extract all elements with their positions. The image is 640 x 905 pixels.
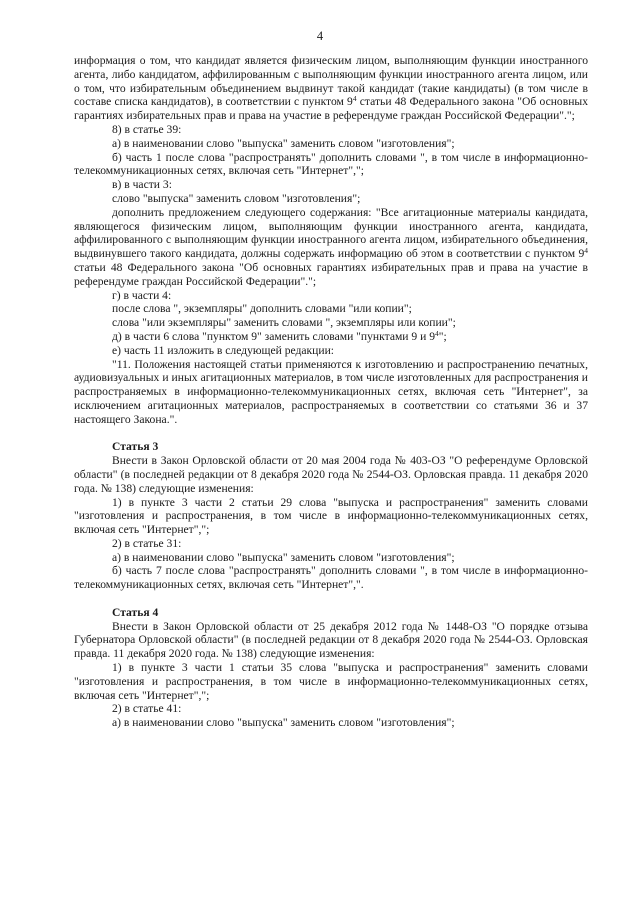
paragraph: слова "или экземпляры" заменить словами ", экземпляры или копии"; xyxy=(112,316,456,330)
paragraph: в) в части 3: xyxy=(112,178,172,192)
article-heading: Статья 3 xyxy=(112,440,159,454)
paragraph: 1) в пункте 3 части 2 статьи 29 слова "выпуска и распространения" заменить словами "изготовления и распространения, в том числе в информационно-телекоммуникационных сетях, включая сеть "Интернет","; xyxy=(74,495,588,537)
paragraph: дополнить предложением следующего содержания: "Все агитационные материалы кандидата, являющегося физическим лицом, выполняющим функции иностранного агента, кандидата, аффилированного с выполняющим функции иностранного агента лицом, избирательного объединения, выдвинувшего такого кандидата, должны содержать информацию об этом в соответствии с пунктом $9^4$ статьи 48 Федерального закона "Об основных гарантиях избирательных прав и права на участие в референдуме граждан Российской Федерации"."; xyxy=(74,205,588,288)
paragraph: слово "выпуска" заменить словом "изготовления"; xyxy=(112,191,361,205)
paragraph: г) в части 4: xyxy=(112,288,172,302)
page-number: 4 xyxy=(316,29,324,43)
paragraph: а) в наименовании слово "выпуска" заменить словом "изготовления"; xyxy=(112,136,455,150)
paragraph: д) в части 6 слова "пунктом 9" заменить словами "пунктами 9 и $9^4$"; xyxy=(112,328,447,343)
paragraph: а) в наименовании слово "выпуска" заменить словом "изготовления"; xyxy=(112,716,455,730)
paragraph: 2) в статье 31: xyxy=(112,536,182,550)
paragraph: после слова ", экземпляры" дополнить словами "или копии"; xyxy=(112,302,412,316)
paragraph: 1) в пункте 3 части 1 статьи 35 слова "выпуска и распространения" заменить словами "изготовления и распространения, в том числе в информационно-телекоммуникационных сетях, включая сеть "Интернет","; xyxy=(74,661,588,702)
paragraph: е) часть 11 изложить в следующей редакции: xyxy=(112,343,335,357)
paragraph: а) в наименовании слово "выпуска" заменить словом "изготовления"; xyxy=(112,550,455,564)
paragraph: Внести в Закон Орловской области от 25 декабря 2012 года № 1448-ОЗ "О порядке отзыва Губернатора Орловской области" (в последней редакции от 8 декабря 2020 года № 2544-ОЗ. Орловская правда. 11 декабря 2020 года. № 138) следующие изменения: xyxy=(74,619,588,661)
document-body xyxy=(74,54,588,730)
paragraph: б) часть 1 после слова "распространять" дополнить словами ", в том числе в информационно-телекоммуникационных сетях, включая сеть "Интернет","; xyxy=(74,150,588,178)
article-heading: Статья 4 xyxy=(112,605,159,619)
paragraph: 2) в статье 41: xyxy=(112,702,182,716)
paragraph-gap xyxy=(74,427,588,441)
paragraph: "11. Положения настоящей статьи применяются к изготовлению и распространению печатных, аудиовизуальных и иных агитационных материалов, в том числе изготовленных для распространения и распространяемых в информационно-телекоммуникационных сетях, включая сеть "Интернет", за исключением агитационных материалов, распространяемых в соответствии со статьями 36 и 37 настоящего Закона.". xyxy=(74,357,588,426)
paragraph: информация о том, что кандидат является физическим лицом, выполняющим функции иностранного агента, либо кандидатом, аффилированным с выполняющим функции иностранного агента лицом, или о том, что избирательным объединением выдвинут такой кандидат (такие кандидаты) (в том числе в составе списка кандидатов), в соответствии с пунктом $9^4$ статьи 48 Федерального закона "Об основных гарантиях избирательных прав и права на участие в референдуме граждан Российской Федерации"."; xyxy=(74,54,588,123)
paragraph: Внести в Закон Орловской области от 20 мая 2004 года № 403-ОЗ "О референдуме Орловской области" (в последней редакции от 8 декабря 2020 года № 2544-ОЗ. Орловская правда. 11 декабря 2020 года. № 138) следующие изменения: xyxy=(74,454,588,495)
paragraph: 8) в статье 39: xyxy=(112,122,182,136)
paragraph: б) часть 7 после слова "распространять" дополнить словами ", в том числе в информационно-телекоммуникационных сетях, включая сеть "Интернет",". xyxy=(74,564,588,592)
paragraph-gap xyxy=(74,592,588,606)
